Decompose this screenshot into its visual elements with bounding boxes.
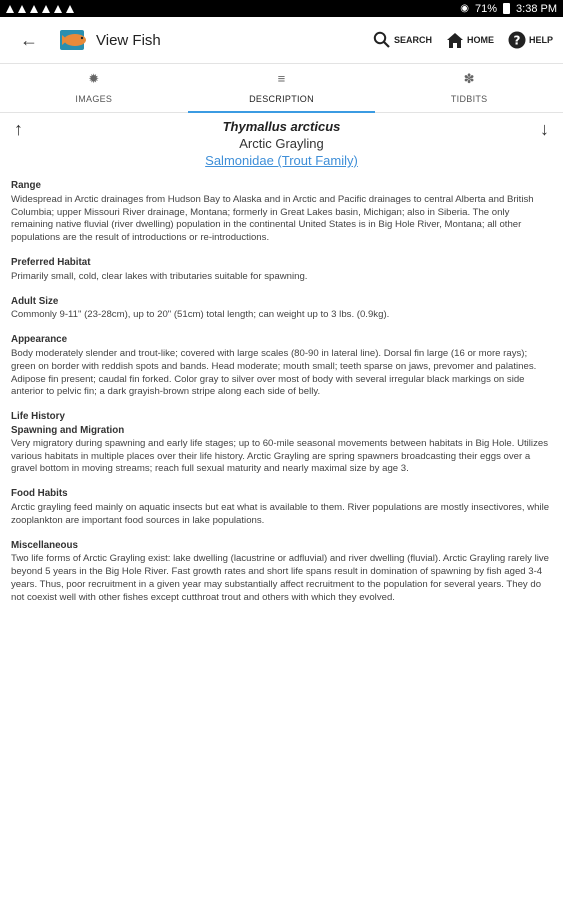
alert-icon — [18, 5, 26, 13]
section-text: Arctic grayling feed mainly on aquatic insects but eat what is available to them. River populations are mostly insectivores, while zooplankton are important food sources in lake populations. — [11, 501, 550, 526]
home-label: HOME — [466, 35, 494, 45]
scientific-name: Thymallus arcticus — [222, 119, 341, 134]
home-button[interactable] — [446, 32, 494, 49]
section-title: Range — [11, 180, 41, 191]
section-title: Food Habits — [11, 488, 68, 500]
section-adult-size — [11, 296, 552, 323]
next-fish-arrow-icon[interactable]: ↓ — [540, 119, 549, 139]
app-title: View Fish — [96, 31, 161, 49]
family-link[interactable]: Salmonidae (Trout Family) — [205, 153, 358, 168]
fish-header — [0, 113, 563, 170]
alert-icon — [54, 5, 62, 13]
star-icon: ✽ — [463, 71, 475, 86]
section-title: Miscellaneous — [11, 539, 78, 551]
search-button[interactable] — [373, 31, 432, 49]
section-text: Body moderately slender and trout-like; covered with large scales (80-90 in lateral line). Dorsal fin large (16 or more rays); green on border with reddish spots and bands. Head moderate; mouth small; teeth sparse on jaws, prevomer and palatines. Adipose fin present; caudal fin forked. Color gray to silver over most of body with several irregular black markings on side anterior to pelvic fin; a dark grayish-brown stripe along each side of belly. — [11, 347, 537, 398]
tab-label: IMAGES — [75, 94, 113, 104]
common-name: Arctic Grayling — [239, 136, 324, 151]
alert-icon — [6, 5, 14, 13]
search-label: SEARCH — [393, 35, 432, 45]
battery-level: 71% — [475, 2, 498, 15]
gear-icon: ✹ — [88, 71, 100, 86]
alert-icon — [30, 5, 38, 13]
section-title: Preferred Habitat — [11, 256, 91, 268]
svg-text:?: ? — [513, 33, 521, 48]
section-subtitle: Spawning and Migration — [11, 424, 125, 436]
tab-label: TIDBITS — [450, 94, 488, 104]
alert-icon — [42, 5, 50, 13]
section-life-history — [11, 411, 552, 476]
description-content — [0, 170, 563, 605]
section-miscellaneous — [11, 540, 552, 605]
section-text: Two life forms of Arctic Grayling exist: lake dwelling (lacustrine or adfluvial) and river dwelling (fluvial). Arctic Grayling rarely live beyond 5 years in the Big Hole River. Fast growth rates and short life spans result in domination of spawning by fish aged 3-4 years. Thus, poor recruitment in a given year may substantially affect recruitment to the population for several years. They do not coexist well with other fishes except cutthroat trout and others with which they evolved. — [11, 553, 549, 603]
section-title: Adult Size — [11, 295, 59, 307]
help-icon — [508, 31, 526, 49]
section-range — [11, 180, 552, 245]
home-icon — [446, 32, 464, 49]
list-icon: ≡ — [277, 71, 286, 86]
previous-fish-arrow-icon[interactable]: ↑ — [14, 119, 23, 139]
section-title: Appearance — [11, 334, 68, 346]
clock: 3:38 PM — [516, 2, 557, 15]
section-text: Primarily small, cold, clear lakes with tributaries suitable for spawning. — [11, 270, 308, 282]
help-button[interactable] — [508, 31, 553, 49]
section-food-habits — [11, 488, 552, 527]
section-text: Widespread in Arctic drainages from Hudson Bay to Alaska and in Arctic and Pacific drainages to central Alberta and British Columbia; upper Missouri River drainage, Montana; formerly in Great Lakes basin, Michigan; also in Siberia. The only remaining native fluvial (river dwelling) population in the continental United States is in Big Hole River, Montana; all other populations are the result of introductions or re-introductions. — [11, 193, 534, 244]
wifi-icon: ◉ — [460, 3, 469, 14]
notification-icons — [6, 5, 74, 13]
section-title: Life History — [11, 411, 65, 423]
section-text: Commonly 9-11" (23-28cm), up to 20" (51cm) total length; can weight up to 3 lbs. (0.9kg). — [11, 309, 390, 321]
fish-logo-icon — [58, 27, 90, 53]
help-label: HELP — [528, 35, 553, 45]
tab-images[interactable] — [0, 64, 188, 112]
search-icon — [373, 31, 391, 49]
back-arrow-icon[interactable]: ← — [20, 29, 38, 50]
section-text: Very migratory during spawning and early life stages; up to 60-mile seasonal movements between habitats in Big Hole. Utilizes various habitats in multiple places over their life history. Arctic Grayling are spring spawners broadcasting their eggs over a gravel bottom in moving streams; reach full sexual maturity and nearly maximal size by age 3. — [11, 437, 548, 475]
battery-icon — [503, 3, 510, 14]
section-habitat — [11, 257, 552, 284]
tab-label: DESCRIPTION — [249, 94, 314, 104]
status-bar — [0, 0, 563, 17]
app-bar — [0, 17, 563, 63]
tab-bar — [0, 63, 563, 113]
section-appearance — [11, 334, 552, 399]
system-status — [460, 3, 557, 15]
tab-description[interactable] — [188, 64, 376, 112]
alert-icon — [66, 5, 74, 13]
tab-tidbits[interactable] — [375, 64, 563, 112]
